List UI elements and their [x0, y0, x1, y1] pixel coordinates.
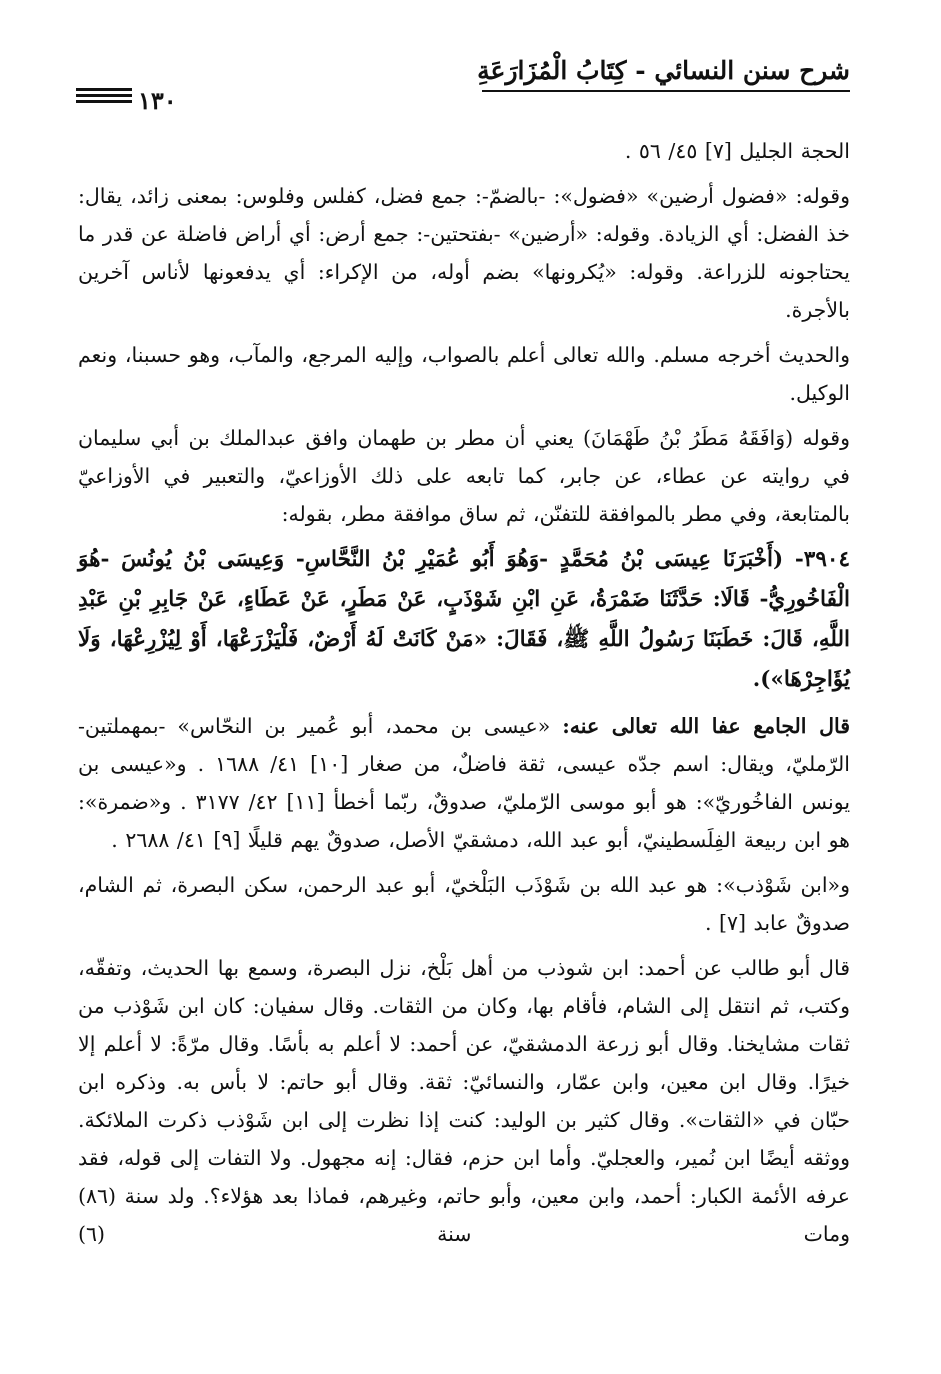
- running-header: [78, 48, 850, 124]
- paragraph-ibn-shawdhab: و«ابن شَوْذب»: هو عبد الله بن شَوْذَب البَلْخيّ، أبو عبد الرحمن، سكن البصرة، ثم الشام، صدوقٌ عابد [٧] .: [78, 873, 850, 935]
- paragraph-mutabaah: وقوله (وَافَقَهُ مَطَرُ بْنُ طَهْمَانَ) يعني أن مطر بن طهمان وافق عبدالملك بن أبي سليمان في روايته عن عطاء، عن جابر، كما تابعه على ذلك الأوزاعيّ، والتعبير في الأوزاعيّ بالمتابعة، وفي مطر بالموافقة للتفنّن، ثم ساق موافقة مطر، بقوله:: [78, 426, 850, 526]
- paragraph-scholars-opinions: قال أبو طالب عن أحمد: ابن شوذب من أهل بَلْخ، نزل البصرة، وسمع بها الحديث، وتفقّه، وكتب، ثم انتقل إلى الشام، فأقام بها، وكان من الثقات. وقال سفيان: كان ابن شَوْذب من ثقات مشايخنا. وقال أبو زرعة الدمشقيّ، عن أحمد: لا أعلم به بأسًا. وقال مرّةً: لا أعلم إلا خيرًا. وقال ابن معين، وابن عمّار، والنسائيّ: ثقة. وقال أبو حاتم: لا بأس به. وذكره ابن حبّان في «الثقات». وقال كثير بن الوليد: كنت إذا نظرت إلى ابن شَوْذب ذكرت الملائكة. ووثقه أيضًا ابن نُمير، والعجليّ. وأما ابن حزم، فقال: إنه مجهول. ولا التفات إلى قوله، فقد عرفه الأئمة الكبار: أحمد، وابن معين، وأبو حاتم، وغيرهم، فماذا بعد هؤلاء؟. ولد سنة (٨٦) ومات سنة (٦): [78, 956, 850, 1246]
- paragraph-hadith-3904: ٣٩٠٤- (أَخْبَرَنَا عِيسَى بْنُ مُحَمَّدٍ -وَهُوَ أَبُو عُمَيْرِ بْنُ النَّحَّاسِ- وَعِيسَى بْنُ يُونُسَ -هُوَ الْفَاخُورِيُّ- قَالَا: حَدَّثَنَا ضَمْرَةُ، عَنِ ابْنِ شَوْذَبٍ، عَنْ مَطَرٍ، عَنْ عَطَاءٍ، عَنْ جَابِرِ بْنِ عَبْدِ اللَّهِ، قَالَ: خَطَبَنَا رَسُولُ اللَّهِ ﷺ، فَقَالَ: «مَنْ كَانَتْ لَهُ أَرْضٌ، فَلْيَزْرَعْهَا، أَوْ لِيُزْرِعْهَا، وَلَا يُؤَاجِرْهَا»).: [78, 547, 850, 692]
- page-number: ١٣٠: [138, 86, 177, 115]
- body-text: [78, 132, 850, 1253]
- paragraph-conclusion: والحديث أخرجه مسلم. والله تعالى أعلم بالصواب، وإليه المرجع، والمآب، وهو حسبنا، ونعم الوكيل.: [78, 343, 850, 405]
- paragraph-citation: الحجة الجليل [٧] ٤٥/ ٥٦ .: [624, 139, 850, 163]
- document-page: [78, 48, 850, 1338]
- running-title: شرح سنن النسائي - كِتَابُ الْمُزَارَعَةِ: [477, 56, 850, 85]
- title-rule: [482, 90, 850, 92]
- paragraph-narrators: [78, 707, 850, 859]
- narrators-text: «عيسى بن محمد، أبو عُمير بن النحّاس» -بمهملتين- الرّمليّ، ويقال: اسم جدّه عيسى، ثقة فاضلٌ، من صغار [١٠] ٤١/ ١٦٨٨ . و«عيسى بن يونس الفاخُوريّ»: هو أبو موسى الرّمليّ، صدوقٌ، ربّما أخطأ [١١] ٤٢/ ٣١٧٧ . و«ضمرة»: هو ابن ربيعة الفِلَسطينيّ، أبو عبد الله، دمشقيّ الأصل، صدوقٌ يهم قليلًا [٩] ٤١/ ٢٦٨٨ .: [78, 714, 851, 852]
- page-number-rules: [76, 88, 132, 106]
- paragraph-word-explanation: وقوله: «فضول أرضين» «فضول»: -بالضمّ-: جمع فضل، كفلس وفلوس: بمعنى زائد، يقال: خذ الفضل: أي الزيادة. وقوله: «أرضين» -بفتحتين-: جمع أرض: أي أراض فاضلة عن قدر ما يحتاجونه للزراعة. وقوله: «يُكرونها» بضم أوله، من الإكراء: أي يدفعونها لأناس آخرين بالأجرة.: [78, 184, 850, 322]
- compiler-lead: قال الجامع عفا الله تعالى عنه:: [562, 714, 851, 738]
